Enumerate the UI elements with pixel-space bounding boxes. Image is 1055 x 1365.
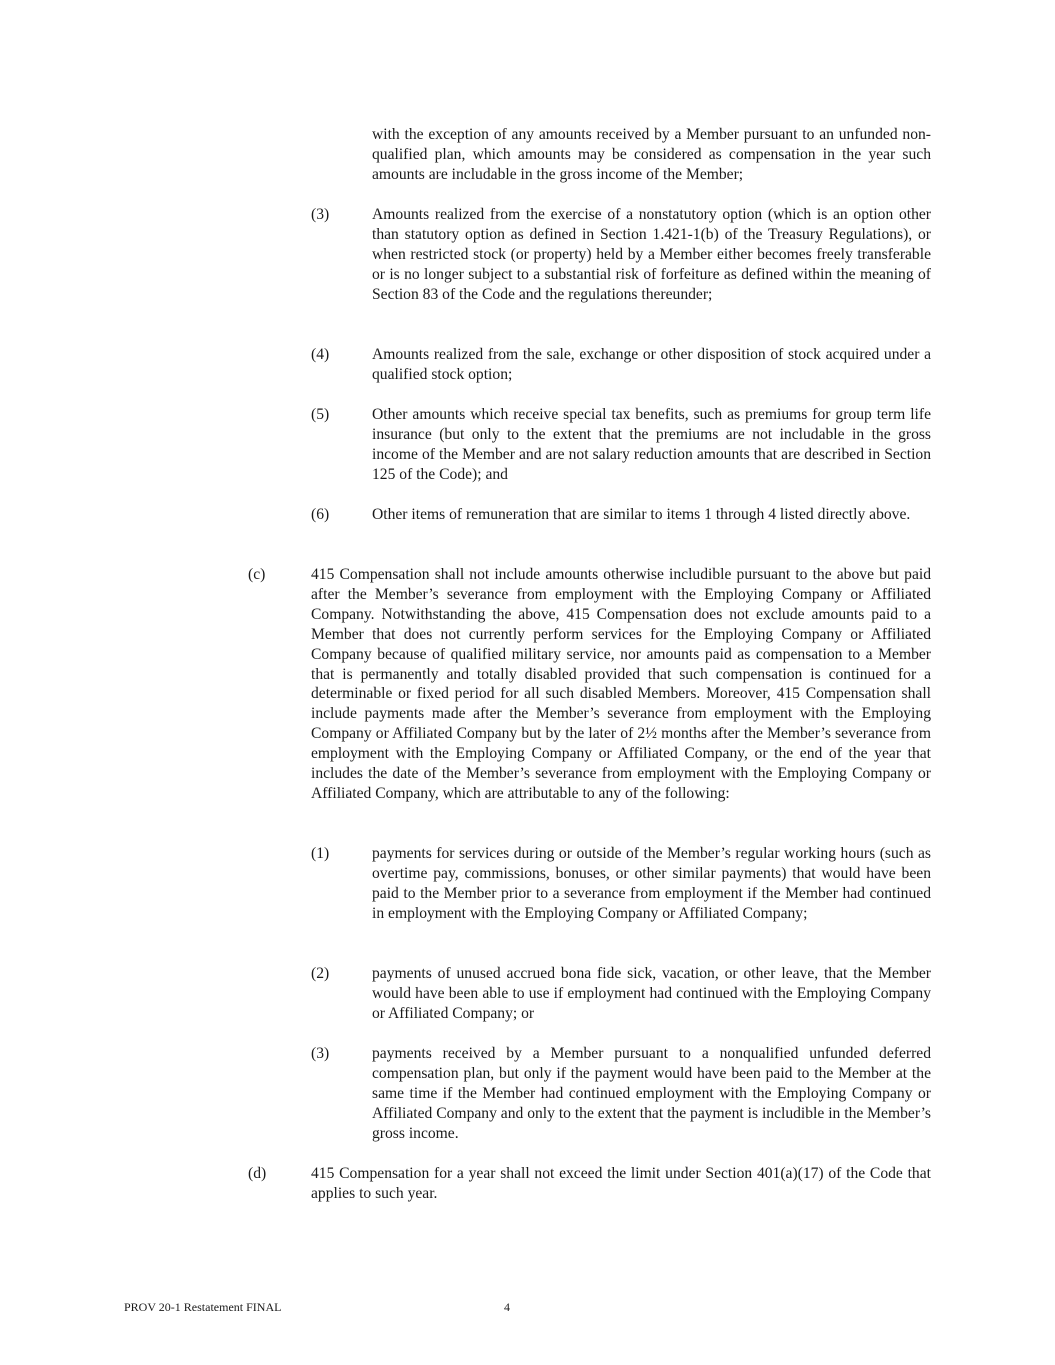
- section-d-label: (d): [248, 1165, 267, 1182]
- item-text: Amounts realized from the exercise of a nonstatutory option (which is an option other than statutory option as defined in Section 1.421-1(b) of the Treasury Regulations), or when restricted stock (or property) held by a Member either becomes freely transferable or is no longer subject to a substantial risk of forfeiture as defined within the meaning of Section 83 of the Code and the regulations thereunder;: [372, 206, 931, 303]
- item-label: (5): [311, 406, 330, 423]
- section-c-label: (c): [248, 566, 266, 583]
- item-text: payments for services during or outside of the Member’s regular working hours (such as overtime pay, commissions, bonuses, or other similar payments) that would have been paid to the Member prior to a severance from employment if the Member had continued in employment with the Employing Company or Affiliated Company;: [372, 845, 931, 922]
- item-label: (3): [311, 1045, 330, 1062]
- continuation-paragraph: with the exception of any amounts received by a Member pursuant to an unfunded non-qualified plan, which amounts may be considered as compensation in the year such amounts are includable in the gross income of the Member;: [372, 126, 931, 183]
- item-text: Amounts realized from the sale, exchange or other disposition of stock acquired under a qualified stock option;: [372, 346, 931, 383]
- item-label: (2): [311, 965, 330, 982]
- item-label: (6): [311, 506, 330, 523]
- item-text: payments received by a Member pursuant to a nonqualified unfunded deferred compensation plan, but only if the payment would have been paid to the Member at the same time if the Member had continued employment with the Employing Company or Affiliated Company and only to the extent that the payment is includible in the Member’s gross income.: [372, 1045, 931, 1142]
- section-d-text: 415 Compensation for a year shall not exceed the limit under Section 401(a)(17) of the Code that applies to such year.: [311, 1165, 931, 1202]
- item-text: Other amounts which receive special tax benefits, such as premiums for group term life insurance (but only to the extent that the premiums are not includable in the gross income of the Member and are not salary reduction amounts that are described in Section 125 of the Code); and: [372, 406, 931, 483]
- item-text: payments of unused accrued bona fide sick, vacation, or other leave, that the Member would have been able to use if employment had continued with the Employing Company or Affiliated Company; or: [372, 965, 931, 1022]
- item-text: Other items of remuneration that are similar to items 1 through 4 listed directly above.: [372, 506, 911, 523]
- item-label: (4): [311, 346, 330, 363]
- section-c-text: 415 Compensation shall not include amounts otherwise includible pursuant to the above but paid after the Member’s severance from employment with the Employing Company or Affiliated Company. Notwithstanding the above, 415 Compensation does not exclude amounts paid to a Member that does not currently perform services for the Employing Company or Affiliated Company because of qualified military service, nor amounts paid as compensation to a Member that is permanently and totally disabled provided that such compensation is continued for a determinable or fixed period for all such disabled Members. Moreover, 415 Compensation shall include payments made after the Member’s severance from employment with the Employing Company or Affiliated Company but by the later of 2½ months after the Member’s severance from employment with the Employing Company or Affiliated Company, or the end of the year that includes the date of the Member’s severance from employment with the Employing Company or Affiliated Company, which are attributable to any of the following:: [311, 566, 931, 802]
- footer-document-name: PROV 20-1 Restatement FINAL: [124, 1300, 282, 1314]
- item-label: (3): [311, 206, 330, 223]
- item-label: (1): [311, 845, 330, 862]
- footer-page-number: 4: [504, 1300, 510, 1314]
